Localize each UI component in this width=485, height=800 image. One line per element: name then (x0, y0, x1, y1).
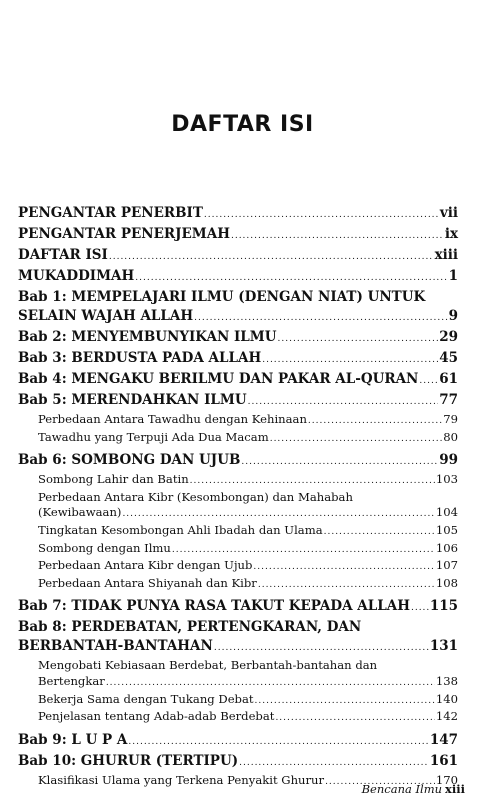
toc-entry-page: vii (439, 205, 458, 221)
toc-entry-page: 103 (435, 472, 458, 487)
toc-entry-bab-9 (18, 731, 458, 752)
toc-entry-page: 138 (435, 673, 458, 688)
toc-entry-bab-5 (18, 391, 458, 412)
toc-entry-page: 9 (448, 308, 458, 324)
toc-entry-bab-4 (18, 370, 458, 391)
toc-entry-bab-7 (18, 597, 458, 618)
toc-entry-page: 106 (435, 540, 458, 555)
toc-subentry-mengobati-berdebat (18, 658, 458, 691)
toc-subentry-tingkatan-kesombongan (18, 523, 458, 541)
toc-entry-title: (Kewibawaan) (38, 505, 122, 520)
toc-entry-title: Bab 6: SOMBONG DAN UJUB (18, 452, 241, 469)
toc-subentry-sombong-lahir-batin (18, 472, 458, 490)
toc-entry-title: Bab 4: MENGAKU BERILMU DAN PAKAR AL-QURAN (18, 371, 419, 387)
toc-entry-title: Bab 5: MERENDAHKAN ILMU (18, 392, 247, 408)
toc-entry-bab-2 (18, 328, 458, 349)
toc-entry-title: Tingkatan Kesombongan Ahli Ibadah dan Ulama (38, 522, 323, 537)
dot-leader (109, 248, 434, 267)
dot-leader (253, 560, 434, 576)
toc-entry-page: 107 (435, 558, 458, 573)
dot-leader (275, 711, 434, 727)
page-footer (362, 782, 465, 796)
toc-entry-page: 105 (435, 522, 458, 537)
toc-entry-bab-1 (18, 288, 458, 328)
toc-entry-page: 147 (429, 731, 458, 748)
toc-entry-page: 99 (439, 452, 458, 469)
toc-entry-title: PENGANTAR PENERJEMAH (18, 226, 230, 242)
toc-entry-bab-6 (18, 451, 458, 472)
toc-entry-title: PENGANTAR PENERBIT (18, 205, 203, 221)
toc-entry-title: Tawadhu yang Terpuji Ada Dua Macam (38, 429, 269, 444)
toc-entry-page: 115 (429, 598, 458, 615)
toc-entry-title: Bertengkar (38, 673, 105, 688)
toc-entry-pengantar-penerbit (18, 204, 458, 225)
toc-entry-bab-8 (18, 618, 458, 658)
dot-leader (190, 474, 435, 490)
dot-leader (255, 694, 435, 710)
dot-leader (122, 507, 434, 523)
dot-leader (194, 309, 447, 328)
toc-entry-page: 61 (439, 371, 458, 387)
toc-entry-page: 161 (429, 752, 458, 769)
toc-entry-page: 142 (435, 709, 458, 724)
toc-entry-title: MUKADDIMAH (18, 268, 135, 284)
dot-leader (308, 414, 442, 430)
dot-leader (411, 599, 429, 618)
toc-entry-page: 80 (443, 429, 458, 444)
toc-subentry-mengobati-berdebat-last-line (18, 674, 458, 692)
dot-leader (241, 453, 438, 472)
dot-leader (128, 733, 428, 752)
dot-leader (106, 676, 435, 692)
dot-leader (278, 330, 439, 349)
toc-subentry-sombong-ilmu (18, 541, 458, 559)
toc-subentry-tukang-debat (18, 692, 458, 710)
dot-leader (231, 227, 444, 246)
toc-entry-page: 77 (439, 392, 458, 408)
toc-entry-title: Bab 7: TIDAK PUNYA RASA TAKUT KEPADA ALLAH (18, 598, 410, 615)
toc-entry-title: Bekerja Sama dengan Tukang Debat (38, 691, 254, 706)
toc-subentry-kibr-mahabah (18, 490, 458, 523)
dot-leader (204, 206, 439, 225)
dot-leader (135, 269, 447, 288)
toc-entry-page: 131 (429, 638, 458, 655)
toc-entry-page: 104 (435, 505, 458, 520)
dot-leader (239, 754, 429, 773)
toc-entry-bab-3 (18, 349, 458, 370)
toc-subentry-tawadhu-kehinaan (18, 412, 458, 430)
toc-entry-title: Bab 10: GHURUR (TERTIPU) (18, 752, 239, 769)
toc-entry-title: BERBANTAH-BANTAHAN (18, 638, 213, 655)
toc-entry-page: 170 (435, 772, 458, 787)
toc-subentry-kibr-ujub (18, 558, 458, 576)
toc-entry-title: Perbedaan Antara Tawadhu dengan Kehinaan (38, 412, 307, 426)
toc-entry-page: 108 (435, 575, 458, 590)
toc-subentry-shiyanah-kibr (18, 576, 458, 594)
running-book-title: Bencana Ilmu (361, 782, 443, 796)
toc-entry-daftar-isi (18, 246, 458, 267)
dot-leader (172, 543, 435, 559)
dot-leader (419, 372, 438, 391)
dot-leader (270, 432, 443, 448)
toc-entry-title-line1: Bab 8: PERDEBATAN, PERTENGKARAN, DAN (18, 619, 362, 636)
toc-entry-title: Sombong Lahir dan Batin (38, 472, 189, 487)
toc-entry-title: Sombong dengan Ilmu (38, 540, 171, 555)
toc-entry-bab-1-last-line (18, 307, 458, 328)
toc-entry-title: Bab 2: MENYEMBUNYIKAN ILMU (18, 329, 277, 345)
toc-subentry-tawadhu-terpuji (18, 430, 458, 448)
toc-subentry-adab-berdebat (18, 709, 458, 727)
table-of-contents (18, 204, 458, 790)
dot-leader (248, 393, 439, 412)
dot-leader (258, 578, 435, 594)
toc-entry-title-line1: Perbedaan Antara Kibr (Kesombongan) dan Mahabah (38, 489, 353, 504)
dot-leader (324, 525, 435, 541)
toc-entry-title: Klasifikasi Ulama yang Terkena Penyakit Ghurur (38, 772, 325, 787)
toc-entry-page: 79 (443, 412, 458, 426)
toc-entry-title: Bab 9: L U P A (18, 731, 128, 748)
toc-entry-page: 29 (439, 329, 458, 345)
toc-entry-title-line1: Mengobati Kebiasaan Berdebat, Berbantah-bantahan dan (38, 658, 378, 673)
page-number: xiii (445, 782, 465, 796)
toc-entry-title: SELAIN WAJAH ALLAH (18, 308, 194, 324)
toc-entry-title: Perbedaan Antara Shiyanah dan Kibr (38, 575, 257, 590)
toc-entry-page: xiii (434, 247, 458, 263)
toc-entry-page: 1 (448, 268, 458, 284)
toc-entry-title: DAFTAR ISI (18, 247, 108, 263)
toc-entry-title-line1: Bab 1: MEMPELAJARI ILMU (DENGAN NIAT) UNTUK (18, 289, 426, 305)
toc-entry-title: Perbedaan Antara Kibr dengan Ujub (38, 558, 253, 573)
toc-entry-title: Bab 3: BERDUSTA PADA ALLAH (18, 350, 262, 366)
toc-entry-bab-8-last-line (18, 637, 458, 658)
page-title: DAFTAR ISI (171, 112, 314, 137)
toc-entry-bab-10 (18, 752, 458, 773)
toc-entry-page: 45 (439, 350, 458, 366)
toc-entry-title: Penjelasan tentang Adab-adab Berdebat (38, 709, 275, 724)
toc-entry-page: 140 (435, 691, 458, 706)
toc-subentry-kibr-mahabah-last-line (18, 505, 458, 523)
toc-entry-pengantar-penerjemah (18, 225, 458, 246)
toc-entry-mukaddimah (18, 267, 458, 288)
toc-entry-page: ix (444, 226, 458, 242)
dot-leader (262, 351, 438, 370)
dot-leader (214, 639, 429, 658)
